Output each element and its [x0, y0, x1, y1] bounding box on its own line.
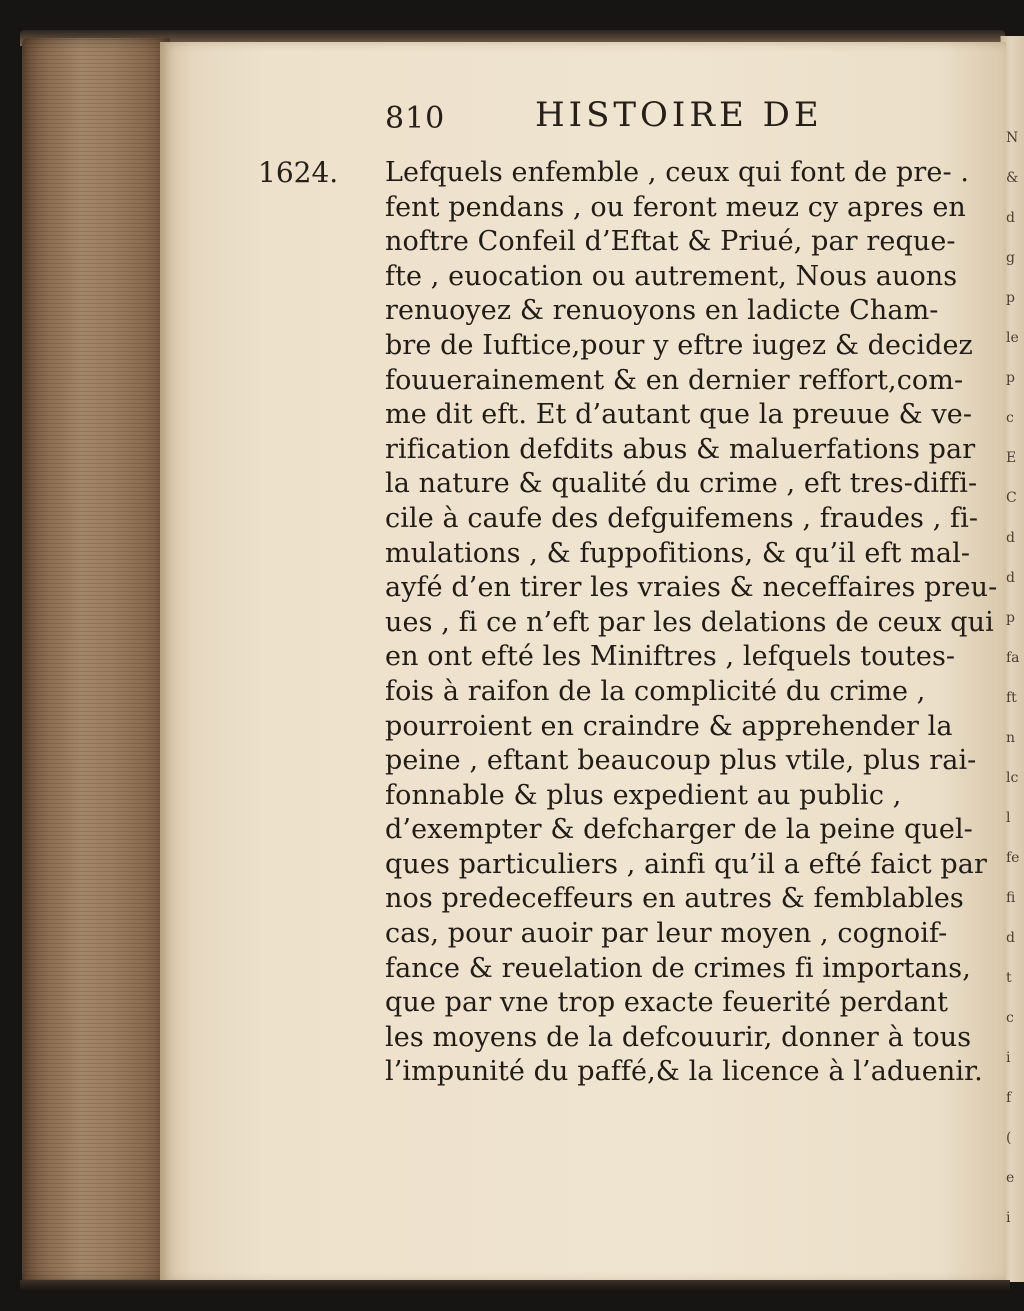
text-line: fance & reuelation de crimes fi importans, — [385, 952, 971, 984]
text-line: nos predeceffeurs en autres & femblables — [385, 883, 964, 915]
margin-fragment: i — [1006, 1210, 1011, 1226]
margin-fragment: d — [1006, 530, 1015, 546]
text-line: noftre Confeil d’Eftat & Priué, par reque- — [385, 226, 956, 258]
body-text — [385, 156, 998, 1090]
text-line: fte , euocation ou autrement, Nous auons — [385, 260, 958, 292]
margin-fragment: l — [1006, 810, 1011, 826]
margin-fragment: n — [1006, 730, 1016, 746]
text-line: fouuerainement & en dernier reffort,com- — [385, 364, 964, 396]
margin-fragment: E — [1006, 450, 1017, 466]
margin-fragment: c — [1006, 410, 1014, 426]
margin-fragment: d — [1006, 570, 1015, 586]
text-line: fois à raifon de la complicité du crime , — [385, 675, 926, 707]
text-line: cas, pour auoir par leur moyen , cognoif- — [385, 918, 948, 950]
page-number: 810 — [385, 101, 446, 136]
text-line: que par vne trop exacte feuerité perdant — [385, 987, 949, 1019]
book-bottom-shadow — [20, 1280, 1010, 1292]
text-line: les moyens de la defcouurir, donner à tous — [385, 1021, 972, 1053]
margin-fragment: fi — [1006, 890, 1016, 906]
margin-fragment: p — [1006, 610, 1015, 626]
margin-fragment: e — [1006, 1170, 1015, 1186]
text-line: ques particuliers , ainfi qu’il a efté faict par — [385, 848, 988, 880]
book-fore-edge — [22, 38, 170, 1284]
text-line: rification defdits abus & maluerfations par — [385, 433, 976, 465]
text-line: ues , fi ce n’eft par les delations de ceux qui — [385, 606, 994, 638]
margin-fragment: t — [1006, 970, 1012, 986]
text-line: mulations , & fuppofitions, & qu’il eft mal- — [385, 537, 971, 569]
margin-fragment: lc — [1006, 770, 1019, 786]
text-line: renuoyez & renuoyons en ladicte Cham- — [385, 295, 939, 327]
margin-fragment: fe — [1006, 850, 1020, 866]
margin-fragment: p — [1006, 370, 1015, 386]
margin-fragment: le — [1006, 330, 1019, 346]
margin-fragment: p — [1006, 290, 1015, 306]
page-edge-lines — [22, 38, 170, 1284]
margin-fragment: C — [1006, 490, 1017, 506]
margin-fragment: i — [1006, 1050, 1011, 1066]
text-line: pourroient en craindre & apprehender la — [385, 710, 953, 742]
margin-fragment: ft — [1006, 690, 1017, 706]
text-line: Lefquels enfemble , ceux qui font de pre- . — [385, 157, 970, 188]
margin-fragment: ( — [1006, 1130, 1012, 1146]
text-line: cile à caufe des defguifemens , fraudes , fi- — [385, 502, 979, 534]
margin-fragment: g — [1006, 250, 1015, 266]
text-line: l’impunité du paffé,& la licence à l’aduenir. — [385, 1056, 983, 1088]
margin-year: 1624. — [258, 156, 339, 189]
margin-fragment: c — [1006, 1010, 1014, 1026]
margin-fragment: f — [1006, 1090, 1012, 1106]
text-line: d’exempter & defcharger de la peine quel- — [385, 814, 973, 846]
text-line: la nature & qualité du crime , eft tres-diffi- — [385, 468, 978, 500]
text-line: en ont efté les Miniftres , lefquels toutes- — [385, 641, 956, 673]
page-header — [385, 95, 985, 145]
text-line: fonnable & plus expedient au public , — [385, 779, 902, 811]
margin-fragment: & — [1006, 170, 1019, 186]
margin-fragment: N — [1006, 130, 1019, 146]
margin-fragment: d — [1006, 210, 1015, 226]
margin-fragment: d — [1006, 930, 1015, 946]
text-line: me dit eft. Et d’autant que la preuue & ve- — [385, 399, 973, 431]
text-line: ayfé d’en tirer les vraies & neceffaires preu- — [385, 572, 998, 604]
facing-page-margin-text — [1003, 130, 1021, 1260]
text-line: peine , eftant beaucoup plus vtile, plus rai- — [385, 745, 977, 777]
text-line: bre de Iuftice,pour y eftre iugez & decidez — [385, 329, 973, 361]
running-title: HISTOIRE DE — [535, 95, 823, 135]
text-line: fent pendans , ou feront meuz cy apres en — [385, 191, 966, 223]
margin-fragment: fa — [1006, 650, 1020, 666]
